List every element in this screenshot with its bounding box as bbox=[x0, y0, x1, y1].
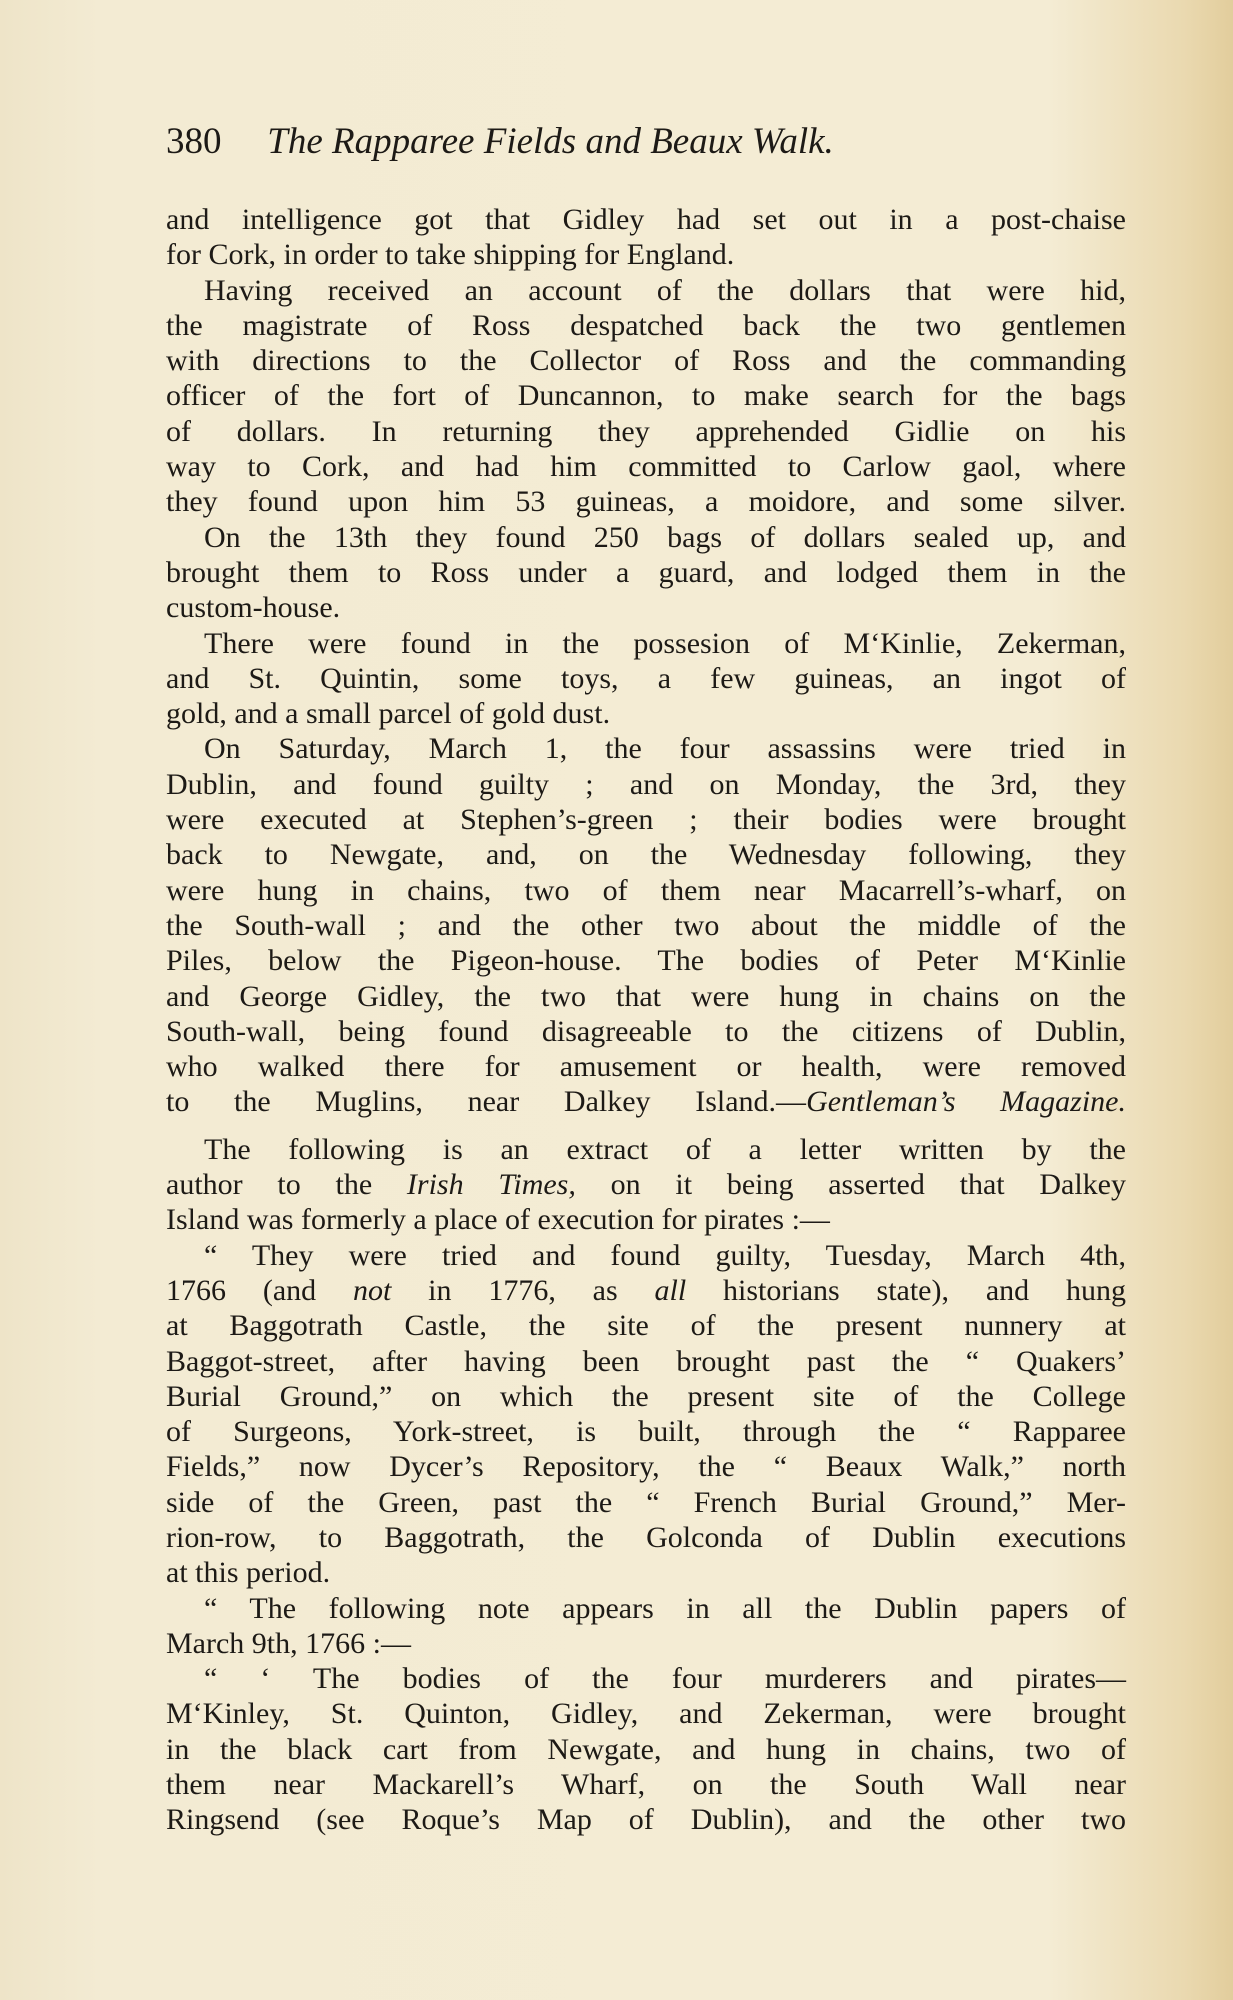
text-line: “ They were tried and found guilty, Tuesday, March 4th, bbox=[204, 1238, 1126, 1272]
text-line: Burial Ground,” on which the present site of the College bbox=[166, 1379, 1126, 1413]
running-title: The Rapparee Fields and Beaux Walk. bbox=[267, 121, 834, 162]
text-line: Baggot-street, after having been brought past the “ Quakers’ bbox=[166, 1344, 1126, 1378]
text-line: rion-row, to Baggotrath, the Golconda of Dublin executions bbox=[166, 1520, 1126, 1554]
text-line: of dollars. In returning they apprehended Gidlie on his bbox=[166, 414, 1126, 448]
text-line: they found upon him 53 guineas, a moidore, and some silver. bbox=[166, 485, 1126, 519]
text-line: in the black cart from Newgate, and hung in chains, two of bbox=[166, 1732, 1126, 1766]
text-line: at this period. bbox=[166, 1556, 331, 1590]
text-line: with directions to the Collector of Ross and the commanding bbox=[166, 344, 1126, 378]
page-header bbox=[166, 112, 1126, 172]
text-line: The following is an extract of a letter written by the bbox=[204, 1132, 1126, 1166]
text-line: Fields,” now Dycer’s Repository, the “ Beaux Walk,” north bbox=[166, 1450, 1126, 1484]
body-text bbox=[166, 202, 1126, 1838]
text-line: custom-house. bbox=[166, 591, 341, 625]
text-line: to the Muglins, near Dalkey Island.—Gentleman’s Magazine. bbox=[166, 1085, 1127, 1119]
text-line: the magistrate of Ross despatched back the two gentlemen bbox=[166, 308, 1126, 342]
text-line: Having received an account of the dollars that were hid, bbox=[204, 273, 1126, 307]
text-line: back to Newgate, and, on the Wednesday following, they bbox=[166, 838, 1126, 872]
text-line: On the 13th they found 250 bags of dollars sealed up, and bbox=[204, 520, 1126, 554]
text-line: and George Gidley, the two that were hung in chains on the bbox=[166, 979, 1126, 1013]
text-line: There were found in the possesion of M‘Kinlie, Zekerman, bbox=[204, 626, 1126, 660]
text-line: and St. Quintin, some toys, a few guineas, an ingot of bbox=[166, 661, 1126, 695]
text-line: Dublin, and found guilty ; and on Monday, the 3rd, they bbox=[166, 767, 1126, 801]
text-line: brought them to Ross under a guard, and lodged them in the bbox=[166, 555, 1126, 589]
text-line: at Baggotrath Castle, the site of the present nunnery at bbox=[166, 1309, 1126, 1343]
text-line: Ringsend (see Roque’s Map of Dublin), and the other two bbox=[166, 1803, 1126, 1837]
paragraph-gap bbox=[166, 1120, 1126, 1132]
text-line: South-wall, being found disagreeable to the citizens of Dublin, bbox=[166, 1014, 1126, 1048]
text-line: M‘Kinley, St. Quinton, Gidley, and Zekerman, were brought bbox=[166, 1697, 1126, 1731]
text-line: 1766 (and not in 1776, as all historians state), and hung bbox=[166, 1273, 1126, 1307]
text-line: way to Cork, and had him committed to Carlow gaol, where bbox=[166, 450, 1126, 484]
text-line: of Surgeons, York-street, is built, through the “ Rapparee bbox=[166, 1415, 1126, 1449]
source-citation: Gentleman’s Magazine. bbox=[806, 1085, 1127, 1119]
text-line: and intelligence got that Gidley had set out in a post-chaise bbox=[166, 203, 1126, 236]
text-line: author to the Irish Times, on it being asserted that Dalkey bbox=[166, 1168, 1126, 1202]
text-line: “ The following note appears in all the Dublin papers of bbox=[204, 1591, 1126, 1625]
text-line: the South-wall ; and the other two about the middle of the bbox=[166, 908, 1126, 942]
text-line: who walked there for amusement or health, were removed bbox=[166, 1050, 1126, 1084]
text-line: March 9th, 1766 :— bbox=[166, 1626, 411, 1660]
text-line: were hung in chains, two of them near Macarrell’s-wharf, on bbox=[166, 873, 1126, 907]
text-line: On Saturday, March 1, the four assassins were tried in bbox=[204, 732, 1126, 766]
text-line: side of the Green, past the “ French Burial Ground,” Mer- bbox=[166, 1485, 1126, 1519]
text-line: them near Mackarell’s Wharf, on the South Wall near bbox=[166, 1768, 1126, 1802]
text-line: gold, and a small parcel of gold dust. bbox=[166, 697, 611, 731]
text-line: Piles, below the Pigeon-house. The bodies of Peter M‘Kinlie bbox=[166, 944, 1126, 978]
text-line: for Cork, in order to take shipping for England. bbox=[166, 238, 735, 272]
text-line: “ ‘ The bodies of the four murderers and pirates— bbox=[204, 1662, 1126, 1696]
text-line: Island was formerly a place of execution for pirates :— bbox=[166, 1203, 830, 1237]
text-line: were executed at Stephen’s-green ; their bodies were brought bbox=[166, 803, 1126, 837]
text-line: officer of the fort of Duncannon, to make search for the bags bbox=[166, 379, 1126, 413]
page-number: 380 bbox=[166, 121, 222, 162]
